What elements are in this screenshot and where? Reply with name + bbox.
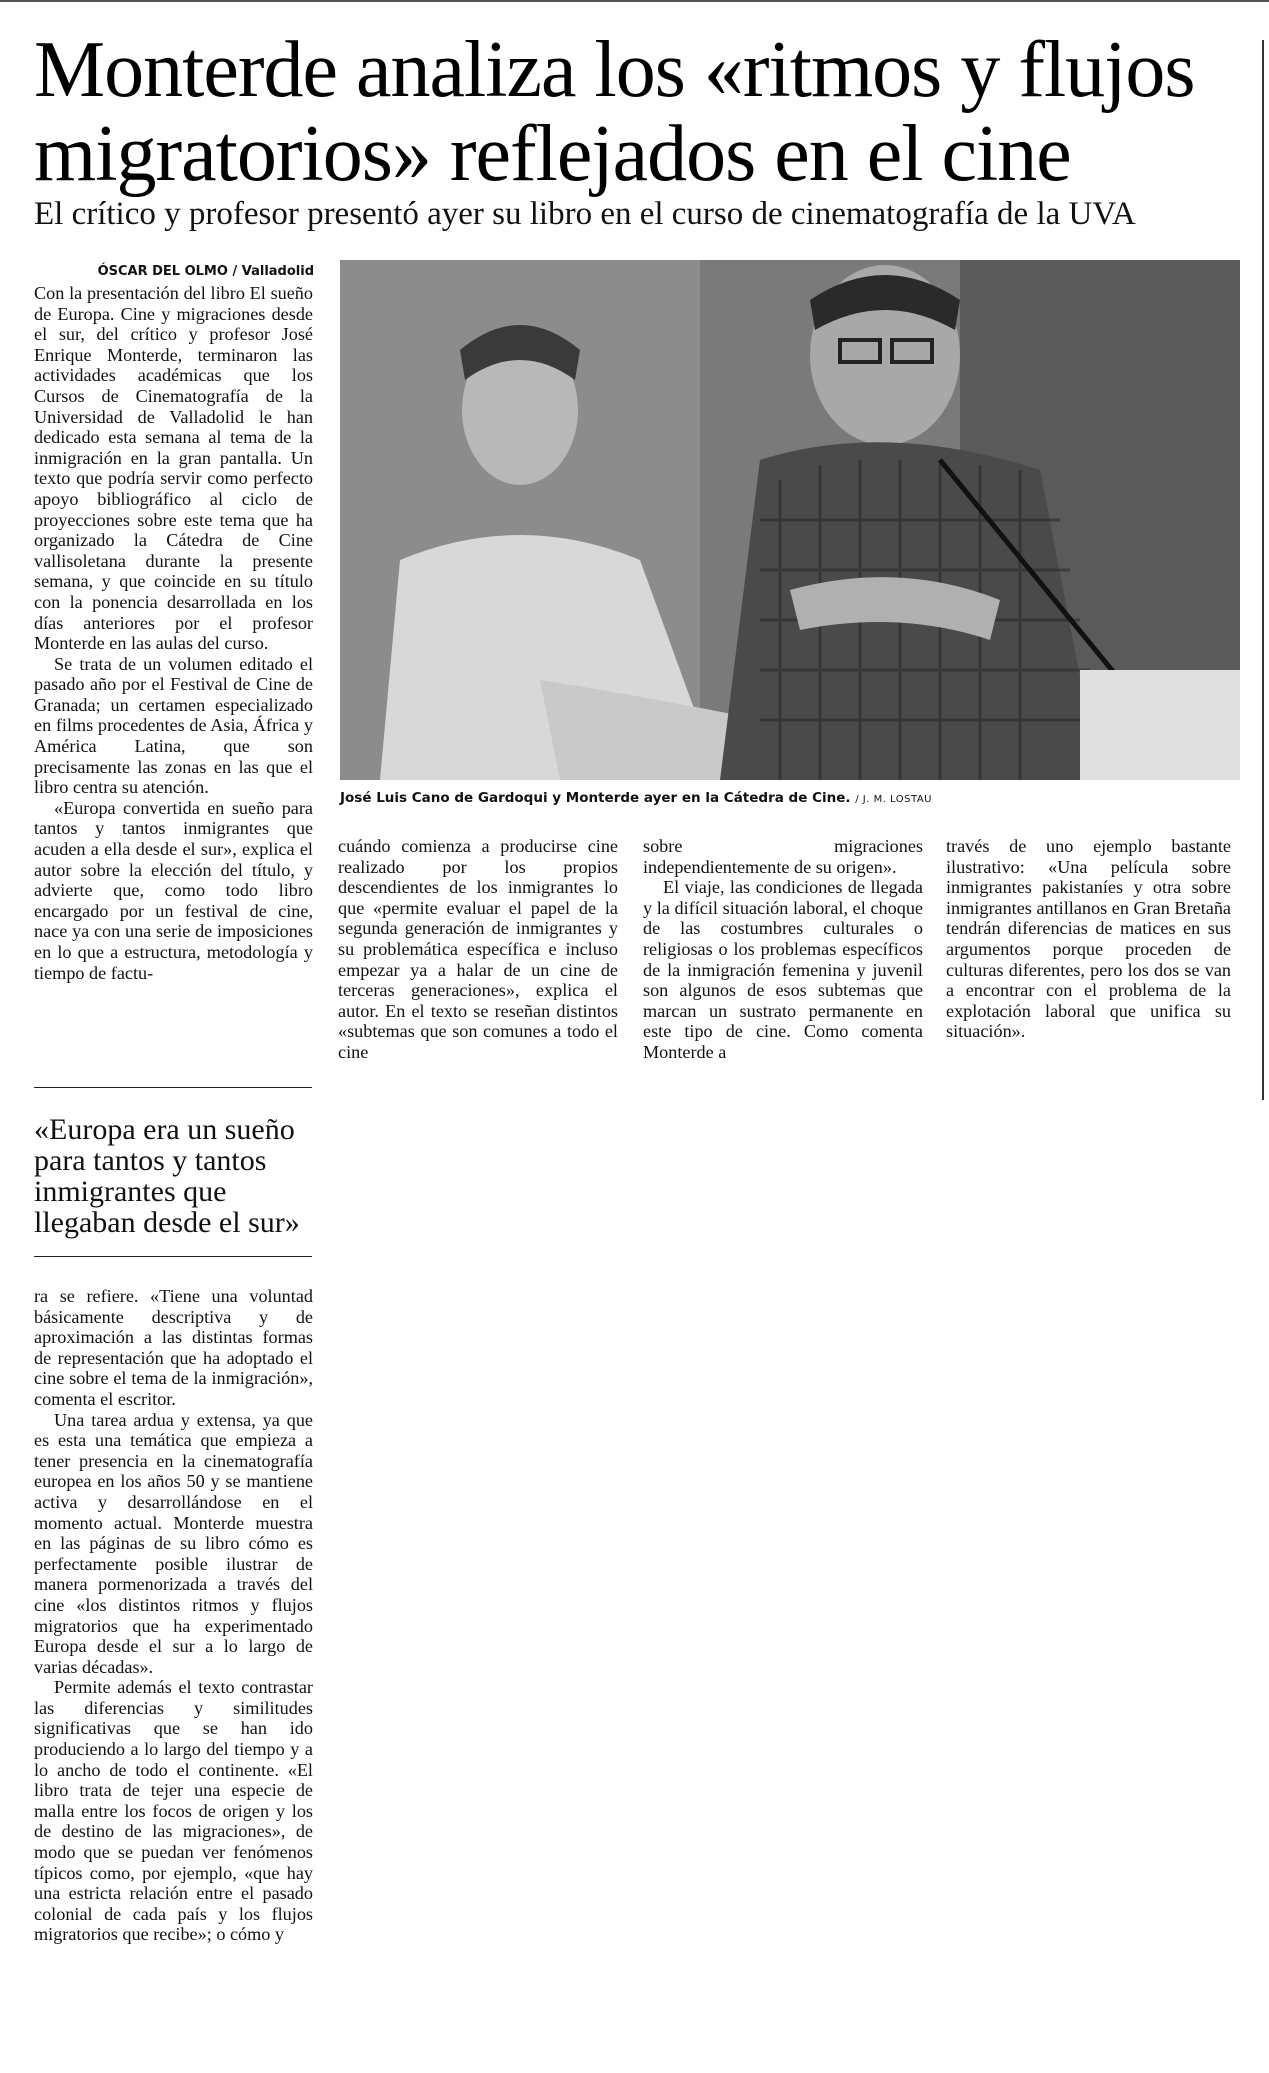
photo-caption [340, 790, 1240, 806]
caption-text: José Luis Cano de Gardoqui y Monterde ayer en la Cátedra de Cine. [340, 790, 851, 806]
article-column-1-top [34, 283, 313, 983]
paragraph: sobre migraciones independientemente de su origen». [643, 836, 923, 877]
headline: Monterde analiza los «ritmos y flujos migratorios» reflejados en el cine [34, 26, 1195, 198]
subheadline: El crítico y profesor presentó ayer su libro en el curso de cinematografía de la UVA [34, 196, 1136, 232]
news-photo [340, 260, 1240, 780]
paragraph: Se trata de un volumen editado el pasado año por el Festival de Cine de Granada; un certamen especializado en films procedentes de Asia, África y América Latina, que son precisamente las zonas en las que el libro centra su atención. [34, 653, 313, 798]
right-border-rule [1262, 40, 1264, 1100]
article-column-2 [338, 836, 618, 1063]
paragraph: cuándo comienza a producirse cine realizado por los propios descendientes de los inmigrantes lo que «permite evaluar el papel de la segunda generación de inmigrantes y su problemática específica e incluso empezar ya a halar de un cine de terceras generaciones», explica el autor. En el texto se reseñan distintos «subtemas que son comunes a todo el cine [338, 836, 618, 1062]
paragraph: Una tarea ardua y extensa, ya que es esta una temática que empieza a tener presencia en la cinematografía europea en los años 50 y se mantiene activa y desarrollándose en el momento actual. Monterde muestra en las páginas de su libro cómo es perfectamente posible ilustrar de manera pormenorizada a través del cine «los distintos ritmos y flujos migratorios que ha experimentado Europa desde el sur a lo largo de varias décadas». [34, 1409, 313, 1677]
top-rule [0, 0, 1269, 2]
photo-credit: / J. M. LOSTAU [855, 794, 932, 805]
article-column-1-bottom [34, 1286, 313, 1945]
byline-author: ÓSCAR DEL OLMO [97, 264, 228, 279]
article-column-3 [643, 836, 923, 1063]
pullquote-rule-bottom [34, 1256, 312, 1257]
paragraph: Permite además el texto contrastar las diferencias y similitudes significativas que se han ido produciendo a lo largo del tiempo y a lo ancho de todo el continente. «El libro trata de tejer una especie de malla entre los focos de origen y los de destino de las migraciones», de modo que se puedan ver fenómenos típicos como, por ejemplo, «que hay una estricta relación entre el pasado colonial de cada país y los flujos migratorios que recibe»; o cómo y [34, 1677, 313, 1945]
paragraph: Con la presentación del libro El sueño de Europa. Cine y migraciones desde el sur, del crítico y profesor José Enrique Monterde, terminaron las actividades académicas que los Cursos de Cinematografía de la Universidad de Valladolid le han dedicado esta semana al tema de la inmigración en la gran pantalla. Un texto que podría servir como perfecto apoyo bibliográfico al ciclo de proyecciones sobre este tema que ha organizado la Cátedra de Cine vallisoletana durante la presente semana, y que coincide en su título con la ponencia desarrollada en los días anteriores por el profesor Monterde en las aulas del curso. [34, 283, 313, 654]
paragraph: «Europa convertida en sueño para tantos y tantos inmigrantes que acuden a ella desde el sur», explica el autor sobre la elección del título, y advierte que, como todo libro encargado por un festival de cine, nace ya con una serie de imposiciones en lo que a estructura, metodología y tiempo de factu- [34, 797, 313, 983]
byline-location: Valladolid [241, 264, 314, 279]
paragraph: El viaje, las condiciones de llegada y la difícil situación laboral, el choque de las costumbres culturales o religiosas o los problemas específicos de la inmigración femenina y juvenil son algunos de esos subtemas que marcan un sustrato permanente en este tipo de cine. Como comenta Monterde a [643, 877, 923, 1062]
article-column-4 [946, 836, 1231, 1042]
paragraph: través de uno ejemplo bastante ilustrativo: «Una película sobre inmigrantes pakistaníes y otra sobre inmigrantes antillanos en Gran Bretaña tendrán diferencias de matices en sus argumentos porque proceden de culturas diferentes, pero los dos se van a encontrar con el problema de la explotación laboral que unifica su situación». [946, 836, 1231, 1042]
pullquote-rule-top [34, 1087, 312, 1088]
paragraph: ra se refiere. «Tiene una voluntad básicamente descriptiva y de aproximación a las distintas formas de representación que ha adoptado el cine sobre el tema de la inmigración», comenta el escritor. [34, 1286, 313, 1409]
photo-illustration [340, 260, 1240, 780]
byline-separator: / [232, 264, 242, 279]
pullquote: «Europa era un sueño para tantos y tantos inmigrantes que llegaban desde el sur» [34, 1113, 300, 1239]
byline [34, 264, 314, 279]
